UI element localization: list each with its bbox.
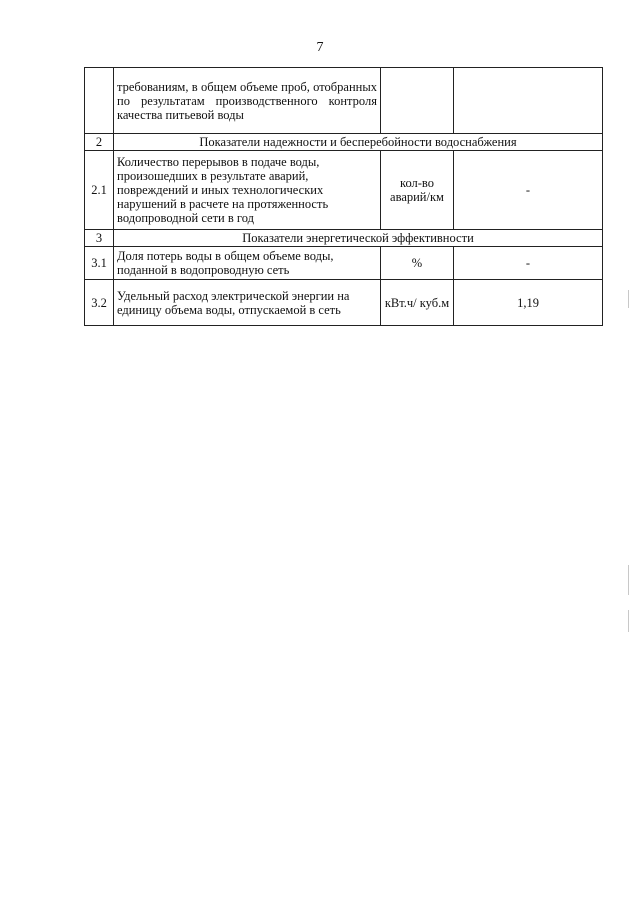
value-cell: -: [454, 247, 603, 280]
section-row-3: [85, 230, 603, 247]
value-cell: 1,19: [454, 280, 603, 326]
scan-edge-mark: [628, 565, 629, 595]
row-number: 2.1: [85, 151, 114, 230]
row-number: 3.2: [85, 280, 114, 326]
section-number: 3: [85, 230, 114, 247]
value-cell: [454, 68, 603, 134]
indicator-name: требованиям, в общем объеме проб, отобранных по результатам производственного контроля качества питьевой воды: [114, 68, 381, 134]
scan-edge-mark: [628, 610, 629, 632]
unit-cell: [381, 68, 454, 134]
section-title: Показатели надежности и бесперебойности водоснабжения: [114, 134, 603, 151]
table-row-3-1: [85, 247, 603, 280]
scan-edge-mark: [628, 290, 629, 308]
table-row-continuation: [85, 68, 603, 134]
unit-cell: кол-во аварий/км: [381, 151, 454, 230]
indicator-name: Удельный расход электрической энергии на единицу объема воды, отпускаемой в сеть: [114, 280, 381, 326]
section-title: Показатели энергетической эффективности: [114, 230, 603, 247]
value-cell: -: [454, 151, 603, 230]
section-number: 2: [85, 134, 114, 151]
unit-cell: %: [381, 247, 454, 280]
section-row-2: [85, 134, 603, 151]
indicator-name: Доля потерь воды в общем объеме воды, поданной в водопроводную сеть: [114, 247, 381, 280]
unit-cell: кВт.ч/ куб.м: [381, 280, 454, 326]
indicators-table: [84, 67, 603, 326]
table-row-3-2: [85, 280, 603, 326]
page-number: 7: [316, 40, 324, 55]
row-number: 3.1: [85, 247, 114, 280]
table-row-2-1: [85, 151, 603, 230]
row-number: [85, 68, 114, 134]
indicator-name: Количество перерывов в подаче воды, произошедших в результате аварий, повреждений и иных технологических нарушений в расчете на протяженность водопроводной сети в год: [114, 151, 381, 230]
